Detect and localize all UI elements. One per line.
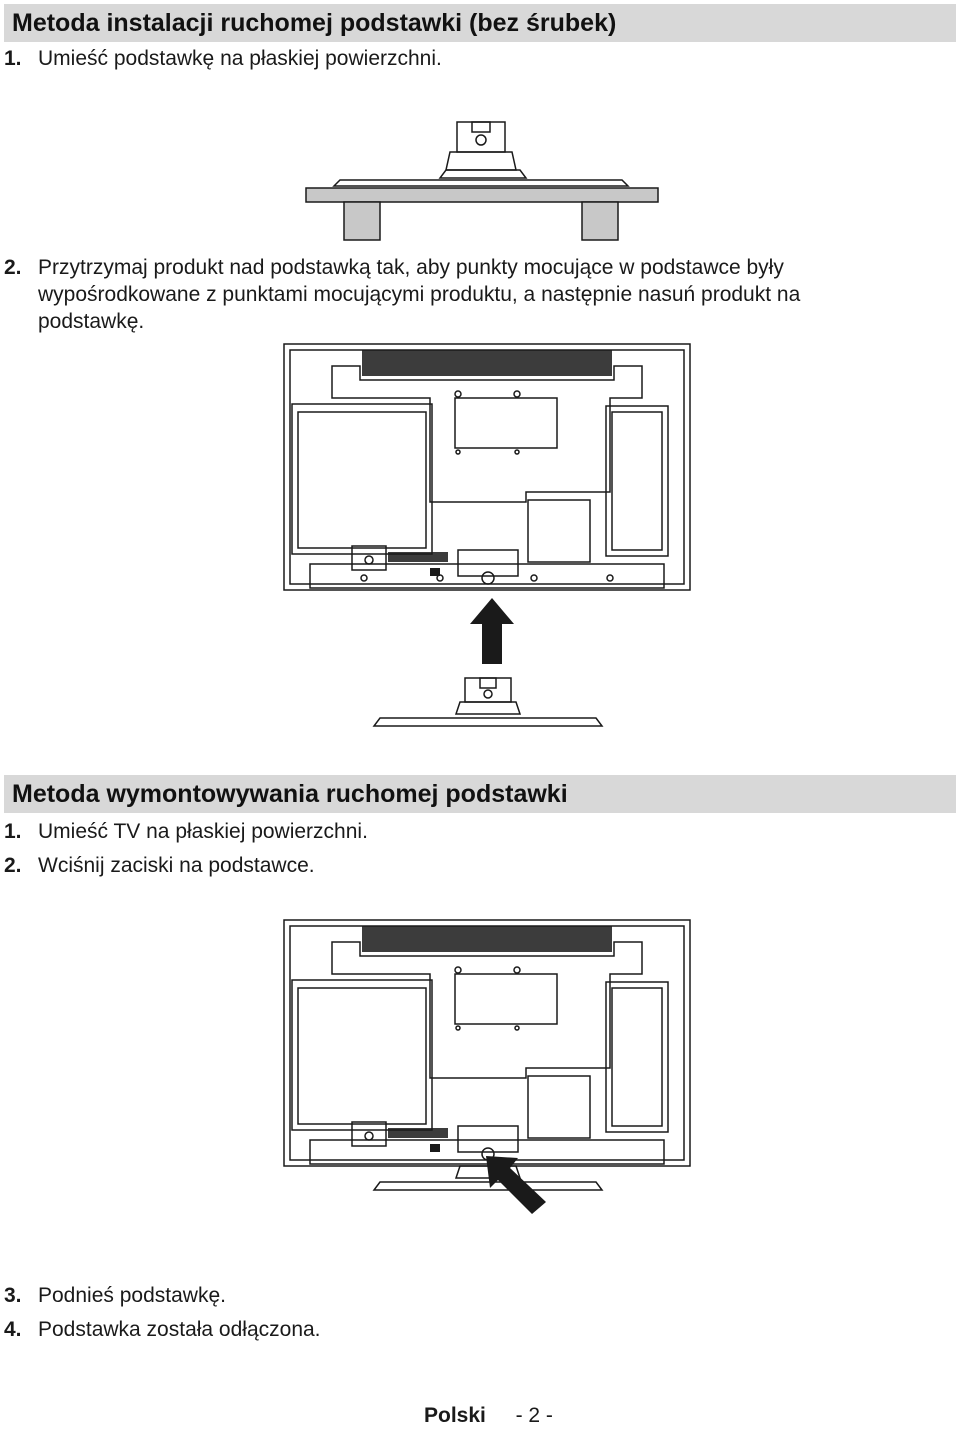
step-text: Umieść TV na płaskiej powierzchni. [38, 820, 368, 843]
step-text: Podstawka została odłączona. [38, 1318, 321, 1341]
footer-language: Polski [424, 1404, 486, 1427]
step-number: 1. [4, 820, 22, 843]
step-number: 1. [4, 47, 22, 70]
section-title-install: Metoda instalacji ruchomej podstawki (bez śrubek) [4, 4, 956, 42]
figure-stand-on-table [300, 118, 662, 244]
step-text: Podnieś podstawkę. [38, 1284, 226, 1307]
step-text: Wciśnij zaciski na podstawce. [38, 854, 315, 877]
step-text-line-1: Przytrzymaj produkt nad podstawką tak, aby punkty mocujące w podstawce były [38, 256, 784, 279]
footer-page-number: - 2 - [515, 1404, 553, 1427]
step-text: Umieść podstawkę na płaskiej powierzchni. [38, 47, 442, 70]
step-text-line-2: wypośrodkowane z punktami mocującymi produktu, a następnie nasuń produkt na [38, 283, 801, 306]
step-number: 2. [4, 256, 22, 279]
step-number: 2. [4, 854, 22, 877]
figure-tv-back-mount [280, 342, 694, 734]
step-number: 3. [4, 1284, 22, 1307]
step-text-line-3: podstawkę. [38, 310, 145, 333]
step-number: 4. [4, 1318, 22, 1341]
section-title-remove: Metoda wymontowywania ruchomej podstawki [4, 775, 956, 813]
figure-tv-back-release [280, 918, 694, 1214]
page-footer [424, 1404, 553, 1428]
